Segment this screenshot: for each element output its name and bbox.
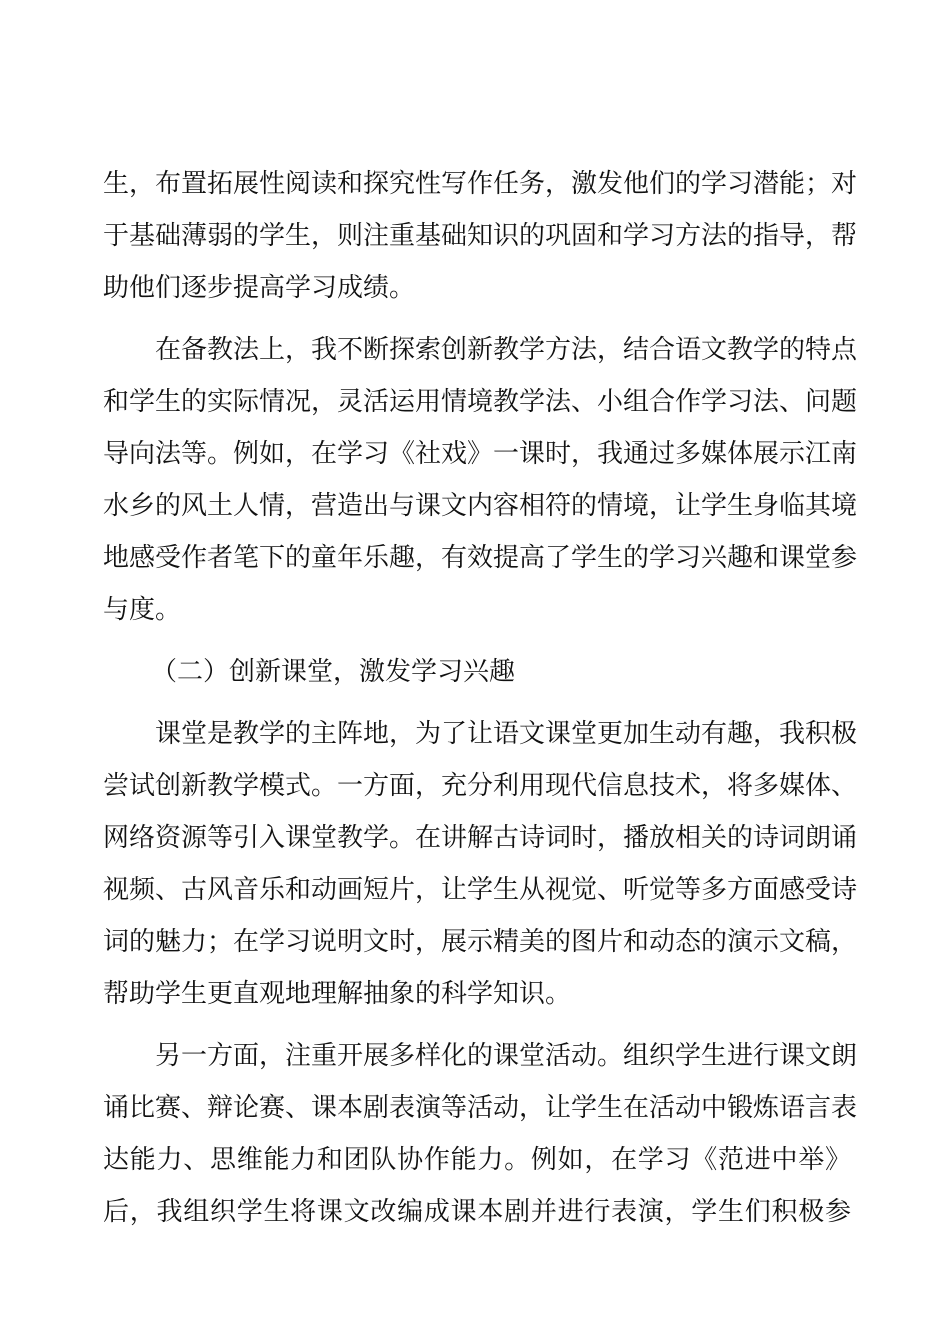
paragraph-line: 助他们逐步提高学习成绩。 — [103, 273, 416, 303]
paragraph-line: 于基础薄弱的学生，则注重基础知识的巩固和学习方法的指导，帮 — [103, 221, 858, 251]
paragraph-line: 后，我组织学生将课文改编成课本剧并进行表演，学生们积极参 — [103, 1197, 851, 1227]
paragraph-line: 达能力、思维能力和团队协作能力。例如，在学习《范进中举》 — [103, 1145, 851, 1175]
section-heading: （二）创新课堂，激发学习兴趣 — [151, 657, 516, 687]
paragraph-line: 视频、古风音乐和动画短片，让学生从视觉、听觉等多方面感受诗 — [103, 875, 858, 905]
paragraph-line: 帮助学生更直观地理解抽象的科学知识。 — [103, 979, 572, 1009]
paragraph-line: 课堂是教学的主阵地，为了让语文课堂更加生动有趣，我积极 — [155, 719, 858, 749]
paragraph-line: 诵比赛、辩论赛、课本剧表演等活动，让学生在活动中锻炼语言表 — [103, 1093, 858, 1123]
paragraph-line: 和学生的实际情况，灵活运用情境教学法、小组合作学习法、问题 — [103, 387, 858, 417]
paragraph-line: 与度。 — [103, 595, 182, 625]
paragraph-line: 网络资源等引入课堂教学。在讲解古诗词时，播放相关的诗词朗诵 — [103, 823, 858, 853]
paragraph-line: 生，布置拓展性阅读和探究性写作任务，激发他们的学习潜能；对 — [103, 169, 858, 199]
body-text — [103, 158, 858, 1238]
paragraph-line: 地感受作者笔下的童年乐趣，有效提高了学生的学习兴趣和课堂参 — [103, 543, 858, 573]
paragraph-line: 水乡的风土人情，营造出与课文内容相符的情境，让学生身临其境 — [103, 491, 858, 521]
paragraph-line: 尝试创新教学模式。一方面，充分利用现代信息技术，将多媒体、 — [103, 771, 858, 801]
paragraph-line: 导向法等。例如，在学习《社戏》一课时，我通过多媒体展示江南 — [103, 439, 858, 469]
paragraph-line: 在备教法上，我不断探索创新教学方法，结合语文教学的特点 — [155, 335, 858, 365]
paragraph-line: 词的魅力；在学习说明文时，展示精美的图片和动态的演示文稿， — [103, 927, 858, 957]
paragraph-line: 另一方面，注重开展多样化的课堂活动。组织学生进行课文朗 — [155, 1041, 858, 1071]
